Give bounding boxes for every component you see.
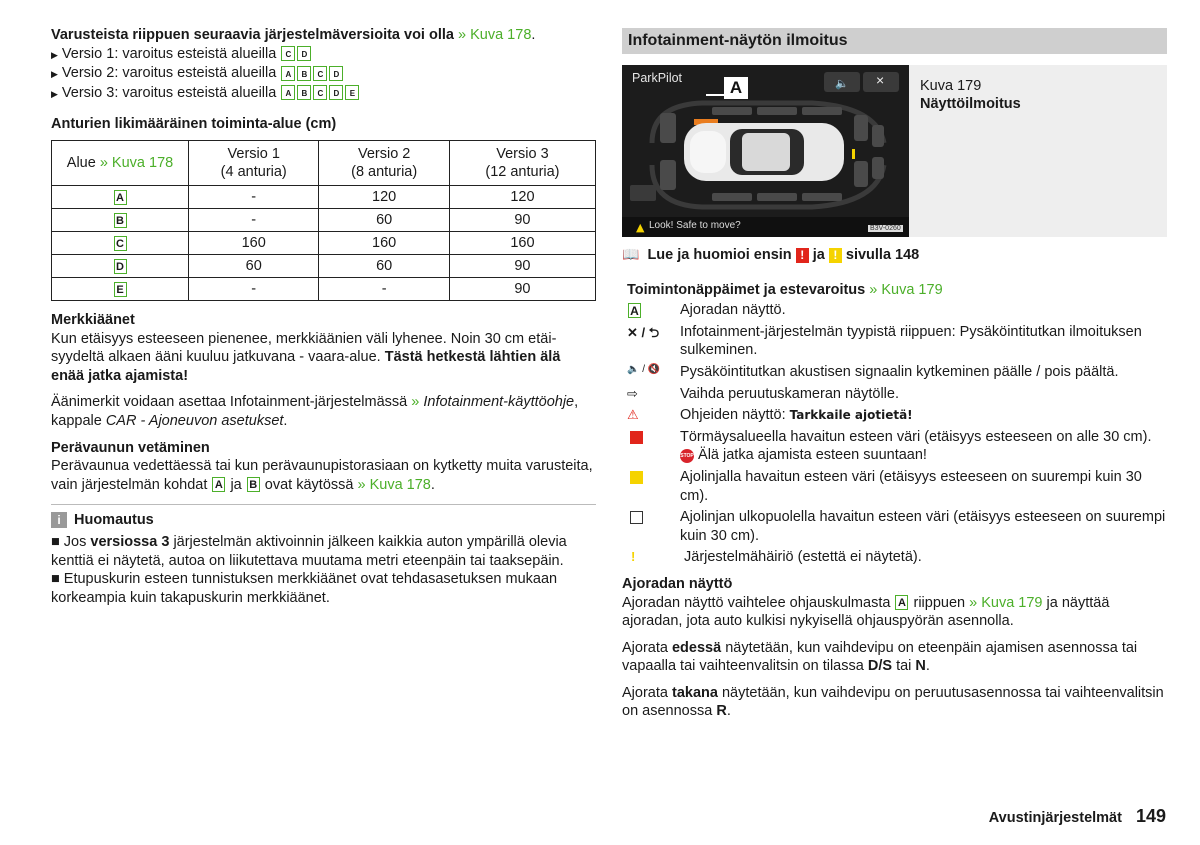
cell-v1: -	[189, 277, 319, 300]
screen-warning-text: Look! Safe to move?	[649, 220, 741, 231]
label-c: C	[281, 46, 295, 61]
label-c: C	[313, 66, 327, 81]
col-header-v1	[189, 140, 319, 185]
beeps-heading: Merkkiäänet	[51, 311, 135, 328]
front-b1: edessä	[671, 639, 722, 656]
cell-v1: 60	[189, 254, 319, 277]
legend-text: Ajolinjan ulkopuolella havaitun esteen väri (etäisyys esteeseen on suurempi kuin 30 cm).	[680, 509, 1166, 544]
figure-caption	[920, 77, 1021, 113]
label-c: C	[313, 85, 327, 100]
cell-v1: 160	[189, 231, 319, 254]
cell-v3: 160	[449, 231, 595, 254]
col-header-area-text: Alue	[66, 154, 96, 171]
bullet-arrow-icon: ▶	[51, 69, 58, 80]
towing-text-2: ovat käytössä	[264, 476, 354, 493]
legend-item	[627, 363, 1167, 382]
front-end: .	[925, 658, 930, 675]
rear-b2: R	[716, 703, 727, 720]
note-box	[51, 504, 596, 607]
row-label-cell	[52, 231, 189, 254]
page-number: 149	[1135, 806, 1166, 826]
beeps-paragraph	[51, 330, 596, 386]
legend-text-main: Ohjeiden näyttö:	[680, 407, 786, 424]
rear-b1: takana	[671, 684, 718, 701]
white-square-icon	[627, 508, 680, 527]
area-ref-link[interactable]: » Kuva 178	[99, 154, 174, 171]
cell-v2: 60	[319, 254, 449, 277]
section-title: Infotainment-näytön ilmoitus	[622, 28, 1167, 54]
intro-ref-link[interactable]: » Kuva 178	[458, 27, 532, 43]
towing-ref-link[interactable]: » Kuva 178	[357, 476, 431, 493]
table-header-row	[52, 140, 596, 185]
col-header-v3	[449, 140, 595, 185]
version-2-text: Versio 2: varoitus esteistä alueilla	[61, 65, 277, 82]
legend-item	[627, 428, 1167, 465]
table-row	[52, 208, 596, 231]
label-b: B	[247, 477, 260, 492]
front-t3: tai	[896, 658, 912, 675]
svg-text:▲: ▲	[636, 221, 645, 234]
left-column	[51, 26, 596, 607]
v1-sub: (4 anturia)	[220, 163, 287, 180]
version-3-text: Versio 3: varoitus esteistä alueilla	[61, 84, 277, 101]
warning-triangle-icon: ⚠	[627, 407, 639, 423]
track-text-3: ja näyttää ajoradan, jota auto kulkisi nykyisellä ohjauspyörän asennolla.	[622, 594, 1110, 630]
yellow-square-icon	[627, 468, 680, 487]
front-b3: N	[915, 658, 926, 675]
front-paragraph	[622, 639, 1167, 676]
row-label-cell	[52, 254, 189, 277]
towing-heading: Perävaunun vetäminen	[51, 439, 210, 456]
label-e: E	[345, 85, 359, 100]
legend-text: Järjestelmähäiriö (estettä ei näytetä).	[684, 549, 922, 566]
legend-text	[680, 406, 1167, 425]
controls-ref-link[interactable]: » Kuva 179	[869, 281, 943, 298]
footer-section: Avustinjärjestelmät	[988, 810, 1122, 826]
label-b: B	[297, 85, 311, 100]
legend-item	[627, 548, 1167, 567]
page-footer	[989, 806, 1166, 827]
label-a: A	[895, 595, 908, 610]
v2-sub: (8 anturia)	[351, 163, 418, 180]
v2-title: Versio 2	[357, 145, 411, 162]
caution-badge-icon: !	[829, 248, 842, 263]
sound-text: Äänimerkit voidaan asettaa Infotainment-järjestelmässä	[51, 394, 408, 411]
legend-symbol	[627, 301, 680, 318]
read-note-page: sivulla 148	[845, 247, 920, 263]
svg-text:🔈: 🔈	[835, 77, 849, 90]
note-1-bold: versiossa 3	[90, 533, 170, 550]
version-1-line	[51, 45, 596, 65]
row-label-cell	[52, 277, 189, 300]
towing-paragraph	[51, 457, 596, 494]
intro-end: .	[531, 27, 536, 43]
v1-title: Versio 1	[227, 145, 280, 162]
track-text-2: riippuen	[913, 594, 966, 611]
v3-title: Versio 3	[496, 145, 549, 162]
camera-switch-icon: ⇨	[627, 385, 638, 401]
front-t1: Ajorata	[622, 639, 668, 656]
intro-text: Varusteista riippuen seuraavia järjestelmäversioita voi olla	[51, 27, 454, 43]
sound-ref-manual[interactable]: Infotainment-käyttöohje	[423, 394, 575, 411]
table-row	[52, 231, 596, 254]
controls-heading	[627, 281, 1167, 300]
front-t2: näytetään, kun vaihdevipu on eteenpäin ajamisen asennossa tai vapaalla tai vaihteenvalitsin on tilassa	[622, 639, 1138, 675]
note-item-1	[51, 533, 596, 570]
cell-v2: 60	[319, 208, 449, 231]
version-1-text: Versio 1: varoitus esteistä alueilla	[61, 45, 277, 62]
table-row	[52, 254, 596, 277]
col-header-area	[52, 140, 189, 185]
label-b: B	[114, 213, 127, 228]
figure-title: Näyttöilmoitus	[920, 96, 1021, 112]
legend-item	[627, 385, 1167, 404]
close-icon[interactable]: ×	[876, 72, 885, 88]
cell-v1: -	[189, 185, 319, 208]
beeps-warning: Tästä hetkestä lähtien älä enää jatka ajamista!	[51, 349, 561, 384]
legend-text-main: Törmäysalueella havaitun esteen väri (etäisyys esteeseen on alle 30 cm).	[680, 428, 1152, 445]
figure-179	[622, 65, 1167, 237]
intro-line	[51, 26, 596, 45]
legend-text: Ajolinjalla havaitun esteen väri (etäisyys esteeseen on suurempi kuin 30 cm).	[680, 468, 1142, 504]
parkpilot-title: ParkPilot	[632, 71, 683, 85]
sound-text-2: , kappale	[51, 394, 579, 429]
towing-and: ja	[230, 476, 242, 493]
close-back-icon: ✕ / ⮌	[627, 324, 660, 340]
label-a: A	[212, 477, 225, 492]
stop-icon: STOP	[680, 449, 694, 463]
track-text: Ajoradan näyttö vaihtelee ohjauskulmasta	[622, 594, 891, 611]
warning-badge-icon: !	[796, 248, 809, 263]
note-1-rest: järjestelmän aktivoinnin jälkeen kaikkia auton ympärillä olevia kenttiä ei näytetä, autoa on liikutettava muutama metri eteenpäin tai taaksepäin.	[51, 533, 567, 569]
legend-text-hint: Tarkkaile ajotietä!	[789, 408, 913, 423]
towing-text: Perävaunua vedettäessä tai kun perävaunupistorasiaan on kytketty muita varusteita, vain järjestelmän kohdat	[51, 458, 593, 493]
version-2-line	[51, 64, 596, 84]
book-icon: 📖	[622, 246, 640, 262]
rear-t1: Ajorata	[622, 684, 668, 701]
sound-chapter: CAR - Ajoneuvon asetukset	[105, 412, 284, 429]
label-a: A	[114, 190, 127, 205]
legend-list	[627, 301, 1167, 567]
label-a: A	[628, 303, 641, 318]
legend-text: Ajoradan näyttö.	[680, 302, 786, 319]
rear-paragraph	[622, 684, 1167, 721]
sensor-range-table	[51, 140, 596, 301]
note-heading-line	[51, 511, 596, 530]
read-note-text: Lue ja huomioi ensin	[647, 247, 792, 263]
car-top-view-icon	[684, 123, 844, 181]
legend-item	[627, 508, 1167, 545]
track-heading: Ajoradan näyttö	[622, 575, 733, 592]
parkpilot-graphic	[622, 65, 909, 237]
system-error-icon: !	[631, 549, 636, 565]
label-c: C	[114, 236, 127, 251]
sound-ref-arrow[interactable]: »	[411, 394, 420, 411]
row-label-cell	[52, 185, 189, 208]
legend-item	[627, 323, 1167, 360]
info-icon: i	[51, 512, 67, 528]
label-d: D	[297, 46, 311, 61]
cell-v3: 90	[449, 277, 595, 300]
cell-v3: 120	[449, 185, 595, 208]
cell-v2: 120	[319, 185, 449, 208]
red-square-icon	[627, 428, 680, 447]
cell-v2: -	[319, 277, 449, 300]
rear-t2: näytetään, kun vaihdevipu on peruutusasennossa tai vaihteenvalitsin on asennossa	[622, 684, 1164, 720]
figure-number: Kuva 179	[920, 78, 982, 94]
label-a: A	[281, 66, 295, 81]
table-title: Anturien likimääräinen toiminta-alue (cm)	[51, 116, 337, 133]
col-header-v2	[319, 140, 449, 185]
label-e: E	[114, 282, 127, 297]
cell-v3: 90	[449, 208, 595, 231]
towing-end: .	[430, 476, 435, 493]
legend-text: Infotainment-järjestelmän tyypistä riippuen: Pysäköintitutkan ilmoituksen sulkeminen.	[680, 323, 1142, 359]
rear-end: .	[726, 703, 731, 720]
cell-v2: 160	[319, 231, 449, 254]
track-ref-link[interactable]: » Kuva 179	[969, 594, 1043, 611]
read-note-and: ja	[812, 247, 825, 263]
note-item-2: ■ Etupuskurin esteen tunnistuksen merkkiäänet ovat tehdasasetuksen mukaan korkeampia kuin takapuskurin merkkiäänet.	[51, 571, 558, 606]
front-b2: D/S	[867, 658, 893, 675]
label-b: B	[297, 66, 311, 81]
figure-code: B3V-0260	[870, 225, 901, 232]
beeps-body: Kun etäisyys esteeseen pienenee, merkkiäänien väli lyhenee. Noin 30 cm etäisyydeltä alkaen ääni kuuluu jatkuvana - vaara-alue.	[51, 330, 557, 366]
label-d: D	[329, 66, 343, 81]
legend-text	[680, 428, 1167, 465]
legend-item	[627, 468, 1167, 505]
read-note-line	[622, 245, 1167, 265]
sound-end: .	[283, 412, 288, 429]
parkpilot-screen	[622, 65, 909, 237]
label-d: D	[114, 259, 127, 274]
right-column	[622, 28, 1167, 721]
table-row	[52, 277, 596, 300]
cell-v1: -	[189, 208, 319, 231]
label-a: A	[281, 85, 295, 100]
legend-text-stop: Älä jatka ajamista esteen suuntaan!	[698, 447, 927, 464]
legend-item	[627, 301, 1167, 320]
row-label-cell	[52, 208, 189, 231]
version-3-line	[51, 84, 596, 104]
label-a-callout: A	[724, 77, 748, 99]
note-title: Huomautus	[74, 512, 154, 529]
cell-v3: 90	[449, 254, 595, 277]
v3-sub: (12 anturia)	[485, 163, 560, 180]
legend-text: Pysäköintitutkan akustisen signaalin kytkeminen päälle / pois päältä.	[680, 363, 1119, 380]
sound-setting-paragraph	[51, 393, 596, 430]
speaker-icon: 🔈 / 🔇	[627, 363, 661, 375]
note-1-start: ■ Jos	[51, 533, 87, 550]
bullet-arrow-icon: ▶	[51, 88, 58, 99]
table-row	[52, 185, 596, 208]
track-paragraph	[622, 594, 1167, 631]
label-d: D	[329, 85, 343, 100]
legend-item	[627, 406, 1167, 425]
bullet-arrow-icon: ▶	[51, 49, 58, 60]
controls-title: Toimintonäppäimet ja estevaroitus	[627, 281, 866, 298]
legend-text: Vaihda peruutuskameran näytölle.	[680, 385, 899, 402]
